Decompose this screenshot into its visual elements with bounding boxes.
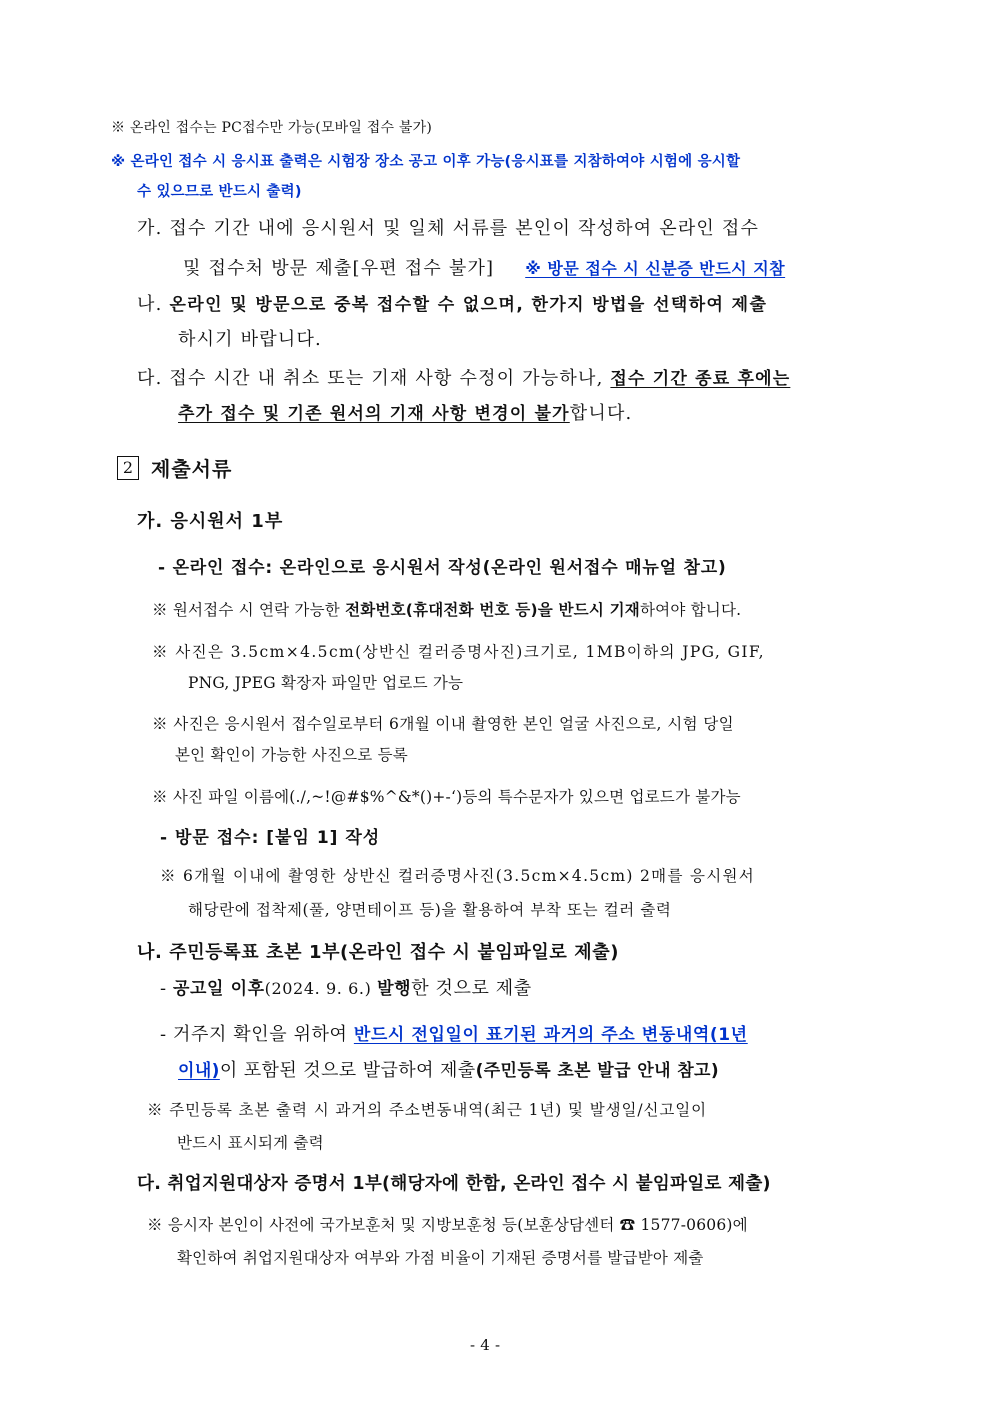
sub-na-line3-mid: 이 포함된 것으로 발급하여 제출: [219, 1060, 476, 1081]
sub-ga-note5-line2: 해당란에 접착제(풀, 양면테이프 등)을 활용하여 부착 또는 컬러 출력: [188, 901, 672, 919]
sub-da-note-line2: 확인하여 취업지원대상자 여부와 가점 비율이 기재된 증명서를 발급받아 제출: [177, 1249, 704, 1267]
item-da-line1: [137, 364, 790, 390]
sub-ga-note2-line1: ※ 사진은 3.5cm×4.5cm(상반신 컬러증명사진)크기로, 1MB이하의 JPG, GIF,: [152, 643, 765, 661]
sub-na-line1-bold1: 공고일 이후: [173, 979, 265, 999]
sub-na-line2-blue: 반드시 전입일이 표기된 과거의 주소 변동내역(1년: [353, 1025, 748, 1045]
sub-ga-note1-pre: ※ 원서접수 시 연락 가능한: [152, 601, 346, 619]
page-number: - 4 -: [470, 1336, 501, 1354]
item-ga-line1: 가. 접수 기간 내에 응시원서 및 일체 서류를 본인이 작성하여 온라인 접수: [137, 218, 760, 239]
sub-na-title: 나. 주민등록표 초본 1부(온라인 접수 시 붙임파일로 제출): [137, 942, 620, 963]
sub-na-line3: [178, 1056, 719, 1082]
item-na-line2: 하시기 바랍니다.: [178, 329, 322, 350]
sub-na-line3-bold: (주민등록 초본 발급 안내 참고): [475, 1061, 720, 1081]
sub-ga-note3-line1: ※ 사진은 응시원서 접수일로부터 6개월 이내 촬영한 본인 얼굴 사진으로, 시험 당일: [152, 715, 735, 733]
sub-ga-note1: [152, 598, 741, 620]
sub-ga-note3-line2: 본인 확인이 가능한 사진으로 등록: [175, 746, 408, 764]
sub-na-line1-post: 한 것으로 제출: [411, 978, 532, 999]
sub-ga-title: 가. 응시원서 1부: [137, 511, 284, 532]
sub-na-note-line1: ※ 주민등록 초본 출력 시 과거의 주소변동내역(최근 1년) 및 발생일/신고일이: [147, 1101, 707, 1119]
item-ga-line2: [183, 254, 785, 280]
note-ticket-print-line2: 수 있으므로 반드시 출력): [137, 184, 302, 200]
note-pc-only: ※ 온라인 접수는 PC접수만 가능(모바일 접수 불가): [111, 120, 432, 136]
sub-na-line2-pre: - 거주지 확인을 위하여: [160, 1024, 354, 1045]
sub-ga-note5-line1: ※ 6개월 이내에 촬영한 상반신 컬러증명사진(3.5cm×4.5cm) 2매를 응시원서: [160, 867, 756, 885]
sub-na-line3-blue: 이내): [178, 1061, 220, 1081]
sub-na-line1-date: (2024. 9. 6.): [264, 979, 378, 998]
sub-na-line1: [160, 974, 532, 1000]
sub-ga-note1-post: 하여야 합니다.: [639, 601, 742, 619]
item-na-line1: [137, 290, 767, 316]
section-title: 제출서류: [151, 457, 233, 481]
sub-ga-visit: - 방문 접수: [붙임 1] 작성: [160, 828, 381, 848]
sub-na-line1-bold2: 발행: [377, 979, 412, 999]
sub-na-line1-dash: -: [160, 978, 174, 999]
sub-da-note-line1: ※ 응시자 본인이 사전에 국가보훈처 및 지방보훈청 등(보훈상담센터 ☎ 1577-0606)에: [147, 1216, 748, 1234]
sub-na-line2: [160, 1020, 748, 1046]
sub-na-note-line2: 반드시 표시되게 출력: [177, 1134, 324, 1152]
sub-ga-note2-line2: PNG, JPEG 확장자 파일만 업로드 가능: [188, 674, 464, 692]
sub-da-title: 다. 취업지원대상자 증명서 1부(해당자에 한함, 온라인 접수 시 붙임파일로 제출): [137, 1174, 771, 1194]
sub-ga-online: - 온라인 접수: 온라인으로 응시원서 작성(온라인 원서접수 매뉴얼 참고): [158, 558, 727, 578]
section-heading: [117, 453, 232, 482]
sub-ga-note1-bold: 전화번호(휴대전화 번호 등)을 반드시 기재: [345, 601, 640, 619]
item-ga-line2-text: 및 접수처 방문 제출[우편 접수 불가]: [183, 258, 495, 279]
item-da-suffix: 합니다.: [569, 403, 633, 424]
item-na-bold: 온라인 및 방문으로 중복 접수할 수 없으며, 한가지 방법을 선택하여 제출: [169, 295, 768, 315]
item-da-bold2: 추가 접수 및 기존 원서의 기재 사항 변경이 불가: [178, 404, 570, 424]
item-da-prefix: 다. 접수 시간 내 취소 또는 기재 사항 수정이 가능하나,: [137, 368, 611, 389]
note-ticket-print-line1: ※ 온라인 접수 시 응시표 출력은 시험장 장소 공고 이후 가능(응시표를 지참하여야 시험에 응시할: [111, 154, 741, 170]
section-number-box: 2: [117, 456, 139, 480]
item-na-prefix: 나.: [137, 294, 170, 315]
sub-ga-note4: ※ 사진 파일 이름에(./,~!@#$%^&*()+-‘)등의 특수문자가 있으면 업로드가 불가능: [152, 788, 741, 806]
item-da-bold1: 접수 기간 종료 후에는: [610, 369, 791, 389]
item-da-line2: [178, 399, 632, 425]
item-ga-id-note: ※ 방문 접수 시 신분증 반드시 지참: [525, 259, 786, 278]
